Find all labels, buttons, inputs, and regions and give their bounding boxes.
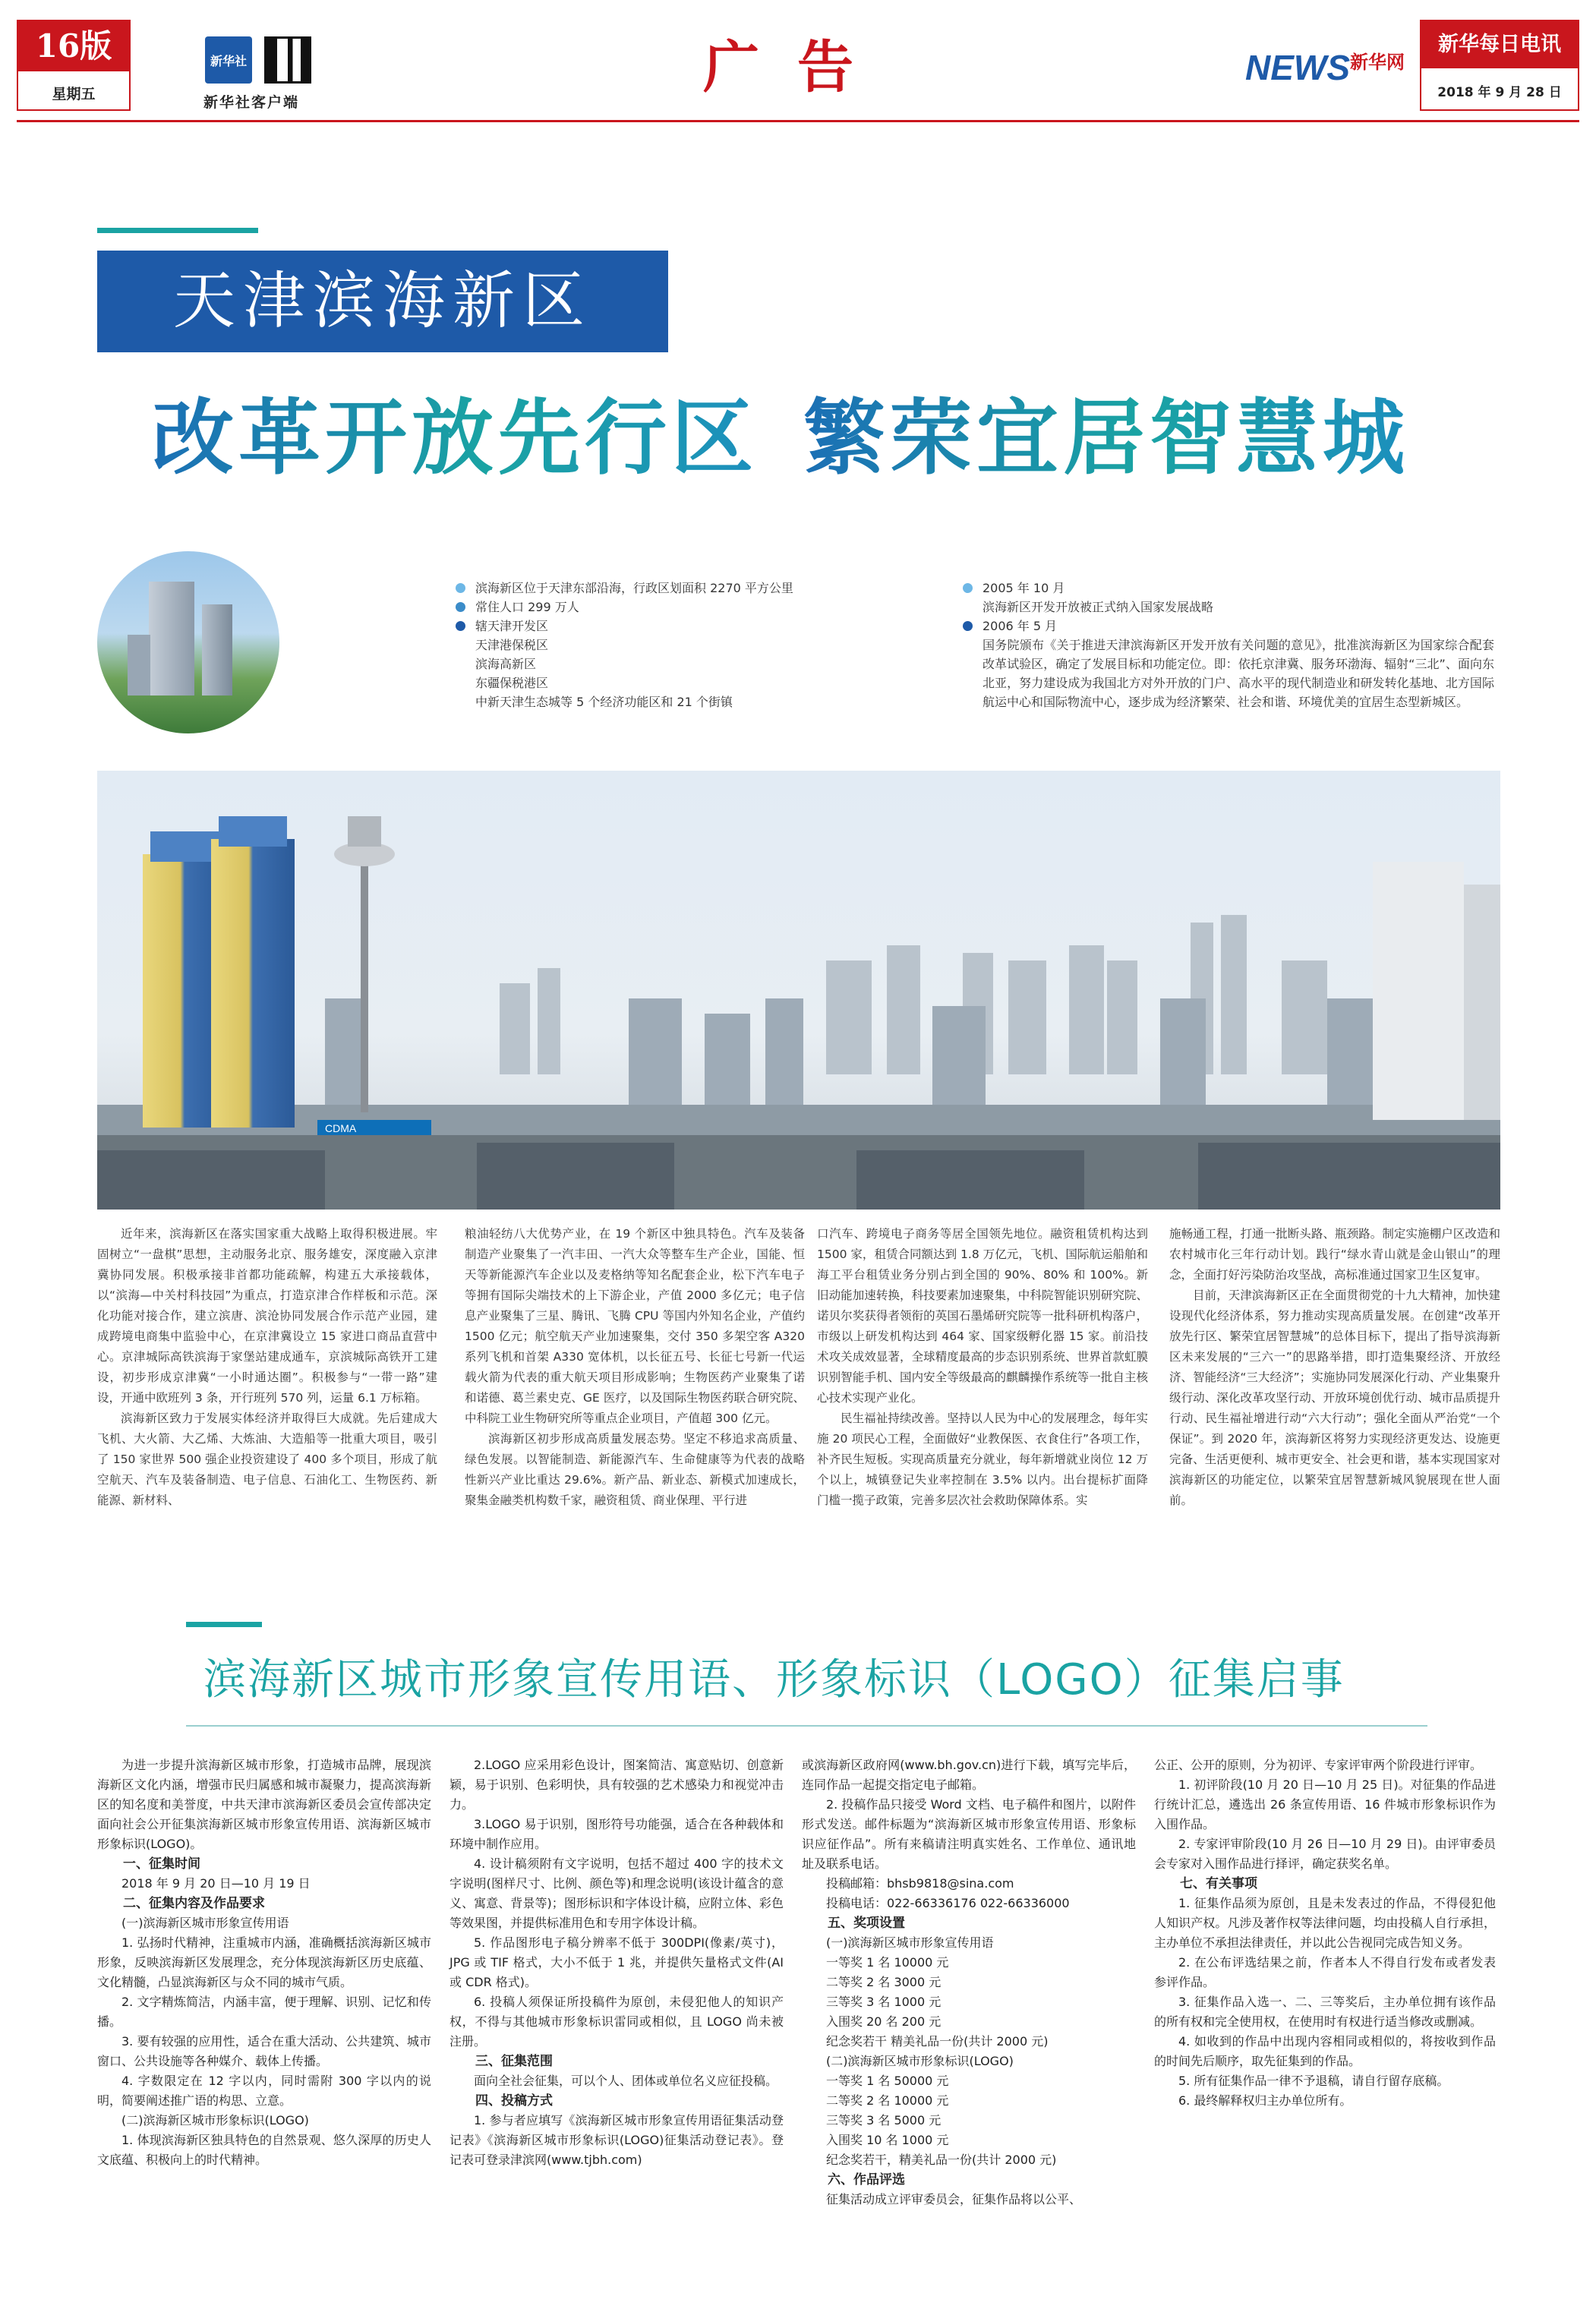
notice-paragraph: 1. 初评阶段(10 月 20 日—10 月 25 日)。对征集的作品进行统计汇总，遴选出 26 条宣传用语、16 件城市形象标识作为入围作品。 [1154, 1777, 1496, 1831]
notice-heading: 五、奖项设置 [828, 1916, 905, 1931]
header-divider [17, 120, 1579, 122]
notice-paragraph: 二等奖 2 名 10000 元 [826, 2093, 949, 2108]
notice-paragraph: 征集活动成立评审委员会，征集作品将以公平、 [826, 2192, 1082, 2206]
notice-paragraph: 3.LOGO 易于识别，图形符号功能强，适合在各种载体和环境中制作应用。 [449, 1817, 784, 1851]
notice-paragraph: 投稿电话：022-66336176 022-66336000 [826, 1896, 1070, 1910]
notice-paragraph: 4. 字数限定在 12 字以内，同时需附 300 字以内的说明，简要阐述推广语的构思、立意。 [97, 2074, 431, 2108]
notice-paragraph: 或滨海新区政府网(www.bh.gov.cn)进行下载，填写完毕后，连同作品一起提交指定电子邮箱。 [802, 1758, 1136, 1792]
slogan-part-1: 改革开放先行区 [152, 391, 759, 486]
notice-paragraph: 二等奖 2 名 3000 元 [826, 1975, 942, 1989]
skyline-illustration [97, 771, 1500, 1210]
notice-paragraph: 2. 专家评审阶段(10 月 26 日—10 月 29 日)。由评审委员会专家对入围作品进行择评，确定获奖名单。 [1154, 1837, 1496, 1871]
info-left: 滨海新区位于天津东部沿海，行政区划面积 2270 平方公里 常住人口 299 万人 辖天津开发区 天津港保税区 滨海高新区 东疆保税港区 中新天津生态城等 5 个经济功能区和 21 个街镇 [456, 579, 881, 711]
notice-paragraph: 1. 征集作品须为原创，且是未发表过的作品，不得侵犯他人知识产权。凡涉及著作权等法律问题，均由投稿人自行承担，主办单位不承担法律责任，并以此公告视同完成告知义务。 [1154, 1896, 1496, 1950]
qr-code-icon [264, 36, 311, 84]
notice-heading: 三、征集范围 [475, 2054, 553, 2069]
notice-paragraph: (二)滨海新区城市形象标识(LOGO) [121, 2113, 309, 2127]
info-item: 2005 年 10 月 [963, 579, 1494, 598]
notice-heading: 一、征集时间 [123, 1856, 200, 1872]
notice-paragraph: 2018 年 9 月 20 日—10 月 19 日 [121, 1876, 311, 1891]
notice-paragraph: 3. 征集作品入选一、二、三等奖后，主办单位拥有该作品的所有权和完全使用权，在使用时有权进行适当修改或删减。 [1154, 1995, 1496, 2029]
notice-paragraph: 3. 要有较强的应用性，适合在重大活动、公共建筑、城市窗口、公共设施等各种媒介、载体上传播。 [97, 2034, 431, 2068]
notice-paragraph: 2.LOGO 应采用彩色设计，图案简洁、寓意贴切、创意新颖，易于识别、色彩明快，具有较强的艺术感染力和视觉冲击力。 [449, 1758, 784, 1812]
section-title: 广告 [703, 35, 891, 100]
notice-paragraph: 6. 投稿人须保证所投稿件为原创，未侵犯他人的知识产权，不得与其他城市形象标识雷同或相似，且 LOGO 尚未被注册。 [449, 1995, 784, 2049]
article-column-4: 施畅通工程，打通一批断头路、瓶颈路。制定实施棚户区改造和农村城市化三年行动计划。践行“绿水青山就是金山银山”的理念，全面打好污染防治攻坚战，高标准通过国家卫生区复审。 目前，天津滨海新区正在全面贯彻党的十九大精神，加快建设现代化经济体系，努力推动实现高质量发展。在创建“改革开放先行区、繁荣宜居智慧城”的总体目标下，提出了指导滨海新区未来发展的“三六一”的思路举措，即打造集聚经济、开放经济、智能经济“三大经济”；实施协同发展深化行动、产业集聚升级行动、深化改革攻坚行动、开放环境创优行动、城市品质提升行动、民生福祉增进行动“六大行动”；强化全面从严治党“一个保证”。到 2020 年，滨海新区将努力实现经济更发达、设施更完备、生活更便利、城市更安全、社会更和谐，基本实现国家对滨海新区的功能定位，以繁荣宜居智慧新城风貌展现在世人面前。 [1169, 1227, 1500, 1507]
info-item: 常住人口 299 万人 [456, 598, 881, 617]
article-column-2: 粮油轻纺八大优势产业，在 19 个新区中独具特色。汽车及装备制造产业聚集了一汽丰田、一汽大众等整车生产企业，国能、恒天等新能源汽车企业以及麦格纳等知名配套企业，松下汽车电子等拥有国际尖端技术的上下游企业，产值 2000 多亿元；电子信息产业聚集了三星、腾讯、飞腾 CPU 等国内外知名企业，产值约 1500 亿元；航空航天产业加速聚集，交付 350 多架空客 A320 系列飞机和首架 A330 宽体机，以长征五号、长征七号新一代运载火箭为代表的重大航天项目形成影响；生物医药产业聚集了诺和诺德、葛兰素史克、GE 医疗，以及国际生物医药联合研究院、中科院工业生物研究所等重点企业项目，产值超 300 亿元。 滨海新区初步形成高质量发展态势。坚定不移追求高质量、绿色发展。以智能制造、新能源汽车、生命健康等为代表的战略性新兴产业比重达 29.6%。新产品、新业态、新模式加速成长，聚集金融类机构数千家，融资租赁、商业保理、平行进 [465, 1227, 805, 1507]
notice-column-4 [1154, 1755, 1496, 2111]
client-label: 新华社客户端 [203, 94, 300, 111]
notice-paragraph: 三等奖 3 名 1000 元 [826, 1995, 942, 2009]
page-number-box [17, 20, 131, 111]
notice-paragraph: 投稿邮箱：bhsb9818@sina.com [826, 1876, 1014, 1891]
notice-paragraph: 1. 参与者应填写《滨海新区城市形象宣传用语征集活动登记表》《滨海新区城市形象标识(LOGO)征集活动登记表》。登记表可登录津滨网(www.tjbh.com) [449, 2113, 784, 2167]
notice-paragraph: 入围奖 10 名 1000 元 [826, 2133, 949, 2147]
page-title: 天津滨海新区 [97, 251, 668, 352]
notice-heading: 七、有关事项 [1180, 1876, 1257, 1891]
info-item: 辖天津开发区 [456, 617, 881, 636]
notice-paragraph: 面向全社会征集，可以个人、团体或单位名义应征投稿。 [474, 2074, 778, 2088]
daily-box [1420, 20, 1579, 111]
notice-paragraph: 1. 弘扬时代精神，注重城市内涵，准确概括滨海新区城市形象，反映滨海新区发展理念，充分体现滨海新区历史底蕴、文化精髓，凸显滨海新区与众不同的城市气质。 [97, 1935, 431, 1989]
news-logo: $NEWS^{新华网}$ [1245, 48, 1405, 87]
xinhua-logo: 新华社 [205, 36, 252, 84]
notice-column-2 [449, 1755, 784, 2170]
notice-paragraph: 2. 投稿作品只接受 Word 文档、电子稿件和图片，以附件形式发送。邮件标题为“滨海新区城市形象宣传用语、形象标识应征作品”。所有来稿请注明真实姓名、工作单位、通讯地址及联系电话。 [802, 1797, 1136, 1871]
notice-heading: 四、投稿方式 [475, 2093, 553, 2109]
notice-paragraph: 6. 最终解释权归主办单位所有。 [1178, 2093, 1352, 2108]
notice-paragraph: 1. 体现滨海新区独具特色的自然景观、悠久深厚的历史人文底蕴、积极向上的时代精神。 [97, 2133, 431, 2167]
daily-name: 新华每日电讯 [1421, 21, 1578, 68]
skyline-photo [97, 771, 1500, 1210]
issue-date: 2018 年 9 月 28 日 [1437, 85, 1562, 100]
notice-accent-line [186, 1622, 262, 1627]
info-item: 2006 年 5 月 [963, 617, 1494, 636]
info-item: 滨海新区位于天津东部沿海，行政区划面积 2270 平方公里 [456, 579, 881, 598]
notice-paragraph: 公正、公开的原则，分为初评、专家评审两个阶段进行评审。 [1154, 1758, 1483, 1772]
notice-paragraph: 5. 所有征集作品一律不予退稿，请自行留存底稿。 [1178, 2074, 1449, 2088]
notice-paragraph: 为进一步提升滨海新区城市形象，打造城市品牌，展现滨海新区文化内涵，增强市民归属感和城市凝聚力，提高滨海新区的知名度和美誉度，中共天津市滨海新区委员会宣传部决定面向社会公开征集滨海新区城市形象宣传用语、滨海新区城市形象标识(LOGO)。 [97, 1758, 431, 1851]
info-right: 2005 年 10 月 滨海新区开发开放被正式纳入国家发展战略 2006 年 5 月 国务院颁布《关于推进天津滨海新区开发开放有关问题的意见》，批准滨海新区为国家综合配套改革试验区，确定了发展目标和功能定位。即：依托京津冀、服务环渤海、辐射“三北”、面向东北亚，努力建设成为我国北方对外开放的门户、高水平的现代制造业和研发转化基地、北方国际航运中心和国际物流中心，逐步成为经济繁荣、社会和谐、环境优美的宜居生态型新城区。 [963, 579, 1494, 711]
notice-column-3 [802, 1755, 1136, 2209]
notice-title: 滨海新区城市形象宣传用语、形象标识（LOGO）征集启事 [203, 1655, 1345, 1705]
cdma-sign: CDMA [325, 1122, 357, 1134]
notice-paragraph: 一等奖 1 名 10000 元 [826, 1955, 949, 1970]
notice-divider [186, 1725, 1427, 1727]
notice-paragraph: 4. 设计稿须附有文字说明，包括不超过 400 字的技术文字说明(图样尺寸、比例、颜色等)和理念说明(该设计蕴含的意义、寓意、背景等)；图形标识和字体设计稿，应附立体、彩色等效果图，并提供标准用色和专用字体设计稿。 [449, 1856, 784, 1930]
notice-paragraph: 纪念奖若干，精美礼品一份(共计 2000 元) [826, 2153, 1057, 2167]
notice-paragraph: 纪念奖若干 精美礼品一份(共计 2000 元) [826, 2034, 1049, 2049]
title-accent-line [97, 228, 258, 233]
notice-heading: 六、作品评选 [828, 2172, 905, 2187]
notice-paragraph: (一)滨海新区城市形象宣传用语 [121, 1916, 289, 1930]
page-number: 16版 [18, 21, 129, 71]
slogan-part-2: 繁荣宜居智慧城 [803, 391, 1410, 486]
article-column-1: 近年来，滨海新区在落实国家重大战略上取得积极进展。牢固树立“一盘棋”思想，主动服务北京、服务雄安，深度融入京津冀协同发展。积极承接非首都功能疏解，构建五大承接载体，以“滨海—中关村科技园”为重点，打造京津合作样板和示范。深化功能对接合作，建立滨唐、滨沧协同发展合作示范产业园，建成跨境电商集中监验中心，在京津冀设立 15 家进口商品直营中心。京津城际高铁滨海于家堡站建成通车，京滨城际高铁开工建设，初步形成京津冀“一小时通达圈”。积极参与“一带一路”建设，开通中欧班列 3 条，开行班列 570 列，运量 6.1 万标箱。 滨海新区致力于发展实体经济并取得巨大成就。先后建成大飞机、大火箭、大乙烯、大炼油、大造船等一批重大项目，吸引了 150 家世界 500 强企业投资建设了 400 多个项目，形成了航空航天、汽车及装备制造、电子信息、石油化工、生物医药、新能源、新材料、 [97, 1227, 437, 1507]
notice-paragraph: (二)滨海新区城市形象标识(LOGO) [826, 2054, 1014, 2068]
weekday: 星期五 [52, 86, 96, 103]
notice-paragraph: 入围奖 20 名 200 元 [826, 2014, 942, 2029]
notice-paragraph: 4. 如收到的作品中出现内容相同或相似的，将按收到作品的时间先后顺序，取先征集到的作品。 [1154, 2034, 1496, 2068]
article-column-3: 口汽车、跨境电子商务等居全国领先地位。融资租赁机构达到 1500 家，租赁合同额达到 1.8 万亿元，飞机、国际航运船舶和海工平台租赁业务分别占到全国的 90%、80% 和 100%。新旧动能加速转换，科技要素加速聚集，中科院智能识别研究院、诺贝尔奖获得者领衔的英国石墨烯研究院等一批科研机构落户，市级以上研发机构达到 464 家、国家级孵化器 15 家。前沿技术攻关成效显著，全球精度最高的步态识别系统、世界首款虹膜识别智能手机、国内安全等级最高的麒麟操作系统等一批自主核心技术实现产业化。 民生福祉持续改善。坚持以人民为中心的发展理念，每年实施 20 项民心工程，全面做好“业教保医、衣食住行”各项工作，补齐民生短板。实现高质量充分就业，每年新增就业岗位 12 万个以上，城镇登记失业率控制在 3.5% 以内。出台提标扩面降门槛一揽子政策，完善多层次社会救助保障体系。实 [817, 1227, 1148, 1507]
notice-paragraph: 2. 在公布评选结果之前，作者本人不得自行发布或者发表参评作品。 [1154, 1955, 1496, 1989]
notice-column-1 [97, 1755, 431, 2170]
notice-paragraph: (一)滨海新区城市形象宣传用语 [826, 1935, 994, 1950]
notice-heading: 二、征集内容及作品要求 [123, 1896, 265, 1911]
slogan [152, 372, 1519, 490]
notice-paragraph: 2. 文字精炼简洁，内涵丰富，便于理解、识别、记忆和传播。 [97, 1995, 431, 2029]
notice-paragraph: 5. 作品图形电子稿分辨率不低于 300DPI(像素/英寸)，JPG 或 TIF 格式，大小不低于 1 兆，并提供矢量格式文件(AI 或 CDR 格式)。 [449, 1935, 784, 1989]
district-thumbnail [97, 551, 279, 733]
notice-paragraph: 三等奖 3 名 5000 元 [826, 2113, 942, 2127]
notice-paragraph: 一等奖 1 名 50000 元 [826, 2074, 949, 2088]
